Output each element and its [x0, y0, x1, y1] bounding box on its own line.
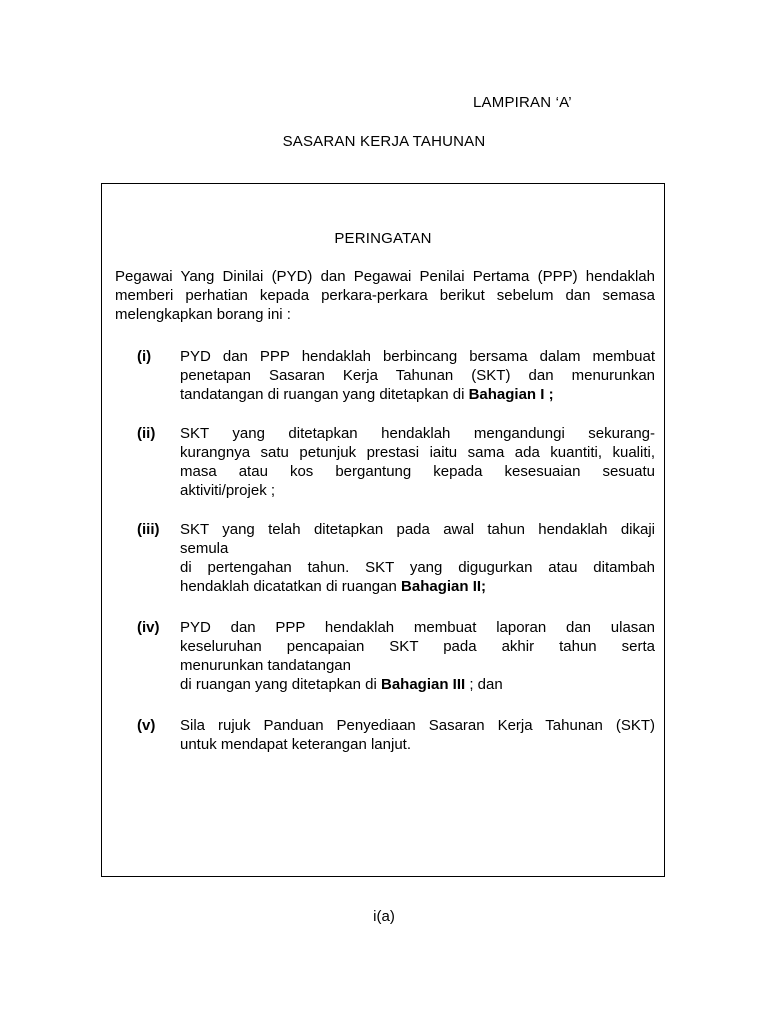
- item-number: (i): [137, 348, 152, 365]
- item-line: menurunkan tandatangan: [180, 657, 351, 674]
- item-line: semula: [180, 540, 229, 557]
- item-text: [180, 716, 655, 754]
- lampiran-label: LAMPIRAN ‘A’: [473, 94, 572, 111]
- item-line-text: hendaklah dicatatkan di ruangan: [180, 578, 402, 595]
- item-line-text: di ruangan yang ditetapkan di: [180, 676, 381, 693]
- item-number: (iv): [137, 619, 160, 636]
- item-number: (iii): [137, 521, 160, 538]
- item-line: aktiviti/projek ;: [180, 482, 276, 499]
- item-text: [180, 520, 655, 596]
- item-line: [180, 675, 655, 694]
- item-text: [180, 424, 655, 500]
- bahagian-ref: Bahagian I ;: [468, 386, 554, 403]
- item-line: masa atau kos bergantung kepada kesesuaian sesuatu: [180, 463, 655, 480]
- notice-heading: PERINGATAN: [334, 230, 432, 247]
- item-line: Sila rujuk Panduan Penyediaan Sasaran Kerja Tahunan (SKT): [180, 717, 655, 734]
- notice-box: [101, 183, 665, 877]
- item-line: keseluruhan pencapaian SKT pada akhir tahun serta: [180, 638, 655, 655]
- item-number: (v): [137, 717, 156, 734]
- item-text: [180, 618, 655, 694]
- item-line: PYD dan PPP hendaklah berbincang bersama dalam membuat: [180, 348, 655, 365]
- bahagian-ref: Bahagian II;: [401, 578, 487, 595]
- notice-intro: Pegawai Yang Dinilai (PYD) dan Pegawai Penilai Pertama (PPP) hendaklah memberi perhatian kepada perkara-perkara berikut sebelum dan semasa melengkapkan borang ini :: [115, 268, 655, 323]
- item-line: penetapan Sasaran Kerja Tahunan (SKT) dan menurunkan: [180, 367, 655, 384]
- item-text: [180, 347, 655, 404]
- item-line: [180, 385, 655, 404]
- page-number: i(a): [373, 908, 395, 925]
- item-line: di pertengahan tahun. SKT yang digugurkan atau ditambah: [180, 559, 655, 576]
- item-line: [180, 577, 655, 596]
- item-line: SKT yang ditetapkan hendaklah mengandungi sekurang-: [180, 425, 655, 442]
- item-line: kurangnya satu petunjuk prestasi iaitu sama ada kuantiti, kualiti,: [180, 444, 655, 461]
- item-line: untuk mendapat keterangan lanjut.: [180, 736, 411, 753]
- bahagian-ref: Bahagian III: [380, 676, 466, 693]
- item-number: (ii): [137, 425, 156, 442]
- item-line-suffix: ; dan: [465, 676, 503, 693]
- item-line: PYD dan PPP hendaklah membuat laporan dan ulasan: [180, 619, 655, 636]
- document-title: SASARAN KERJA TAHUNAN: [282, 133, 486, 150]
- item-line-text: tandatangan di ruangan yang ditetapkan di: [180, 386, 469, 403]
- item-line: SKT yang telah ditetapkan pada awal tahun hendaklah dikaji: [180, 521, 655, 538]
